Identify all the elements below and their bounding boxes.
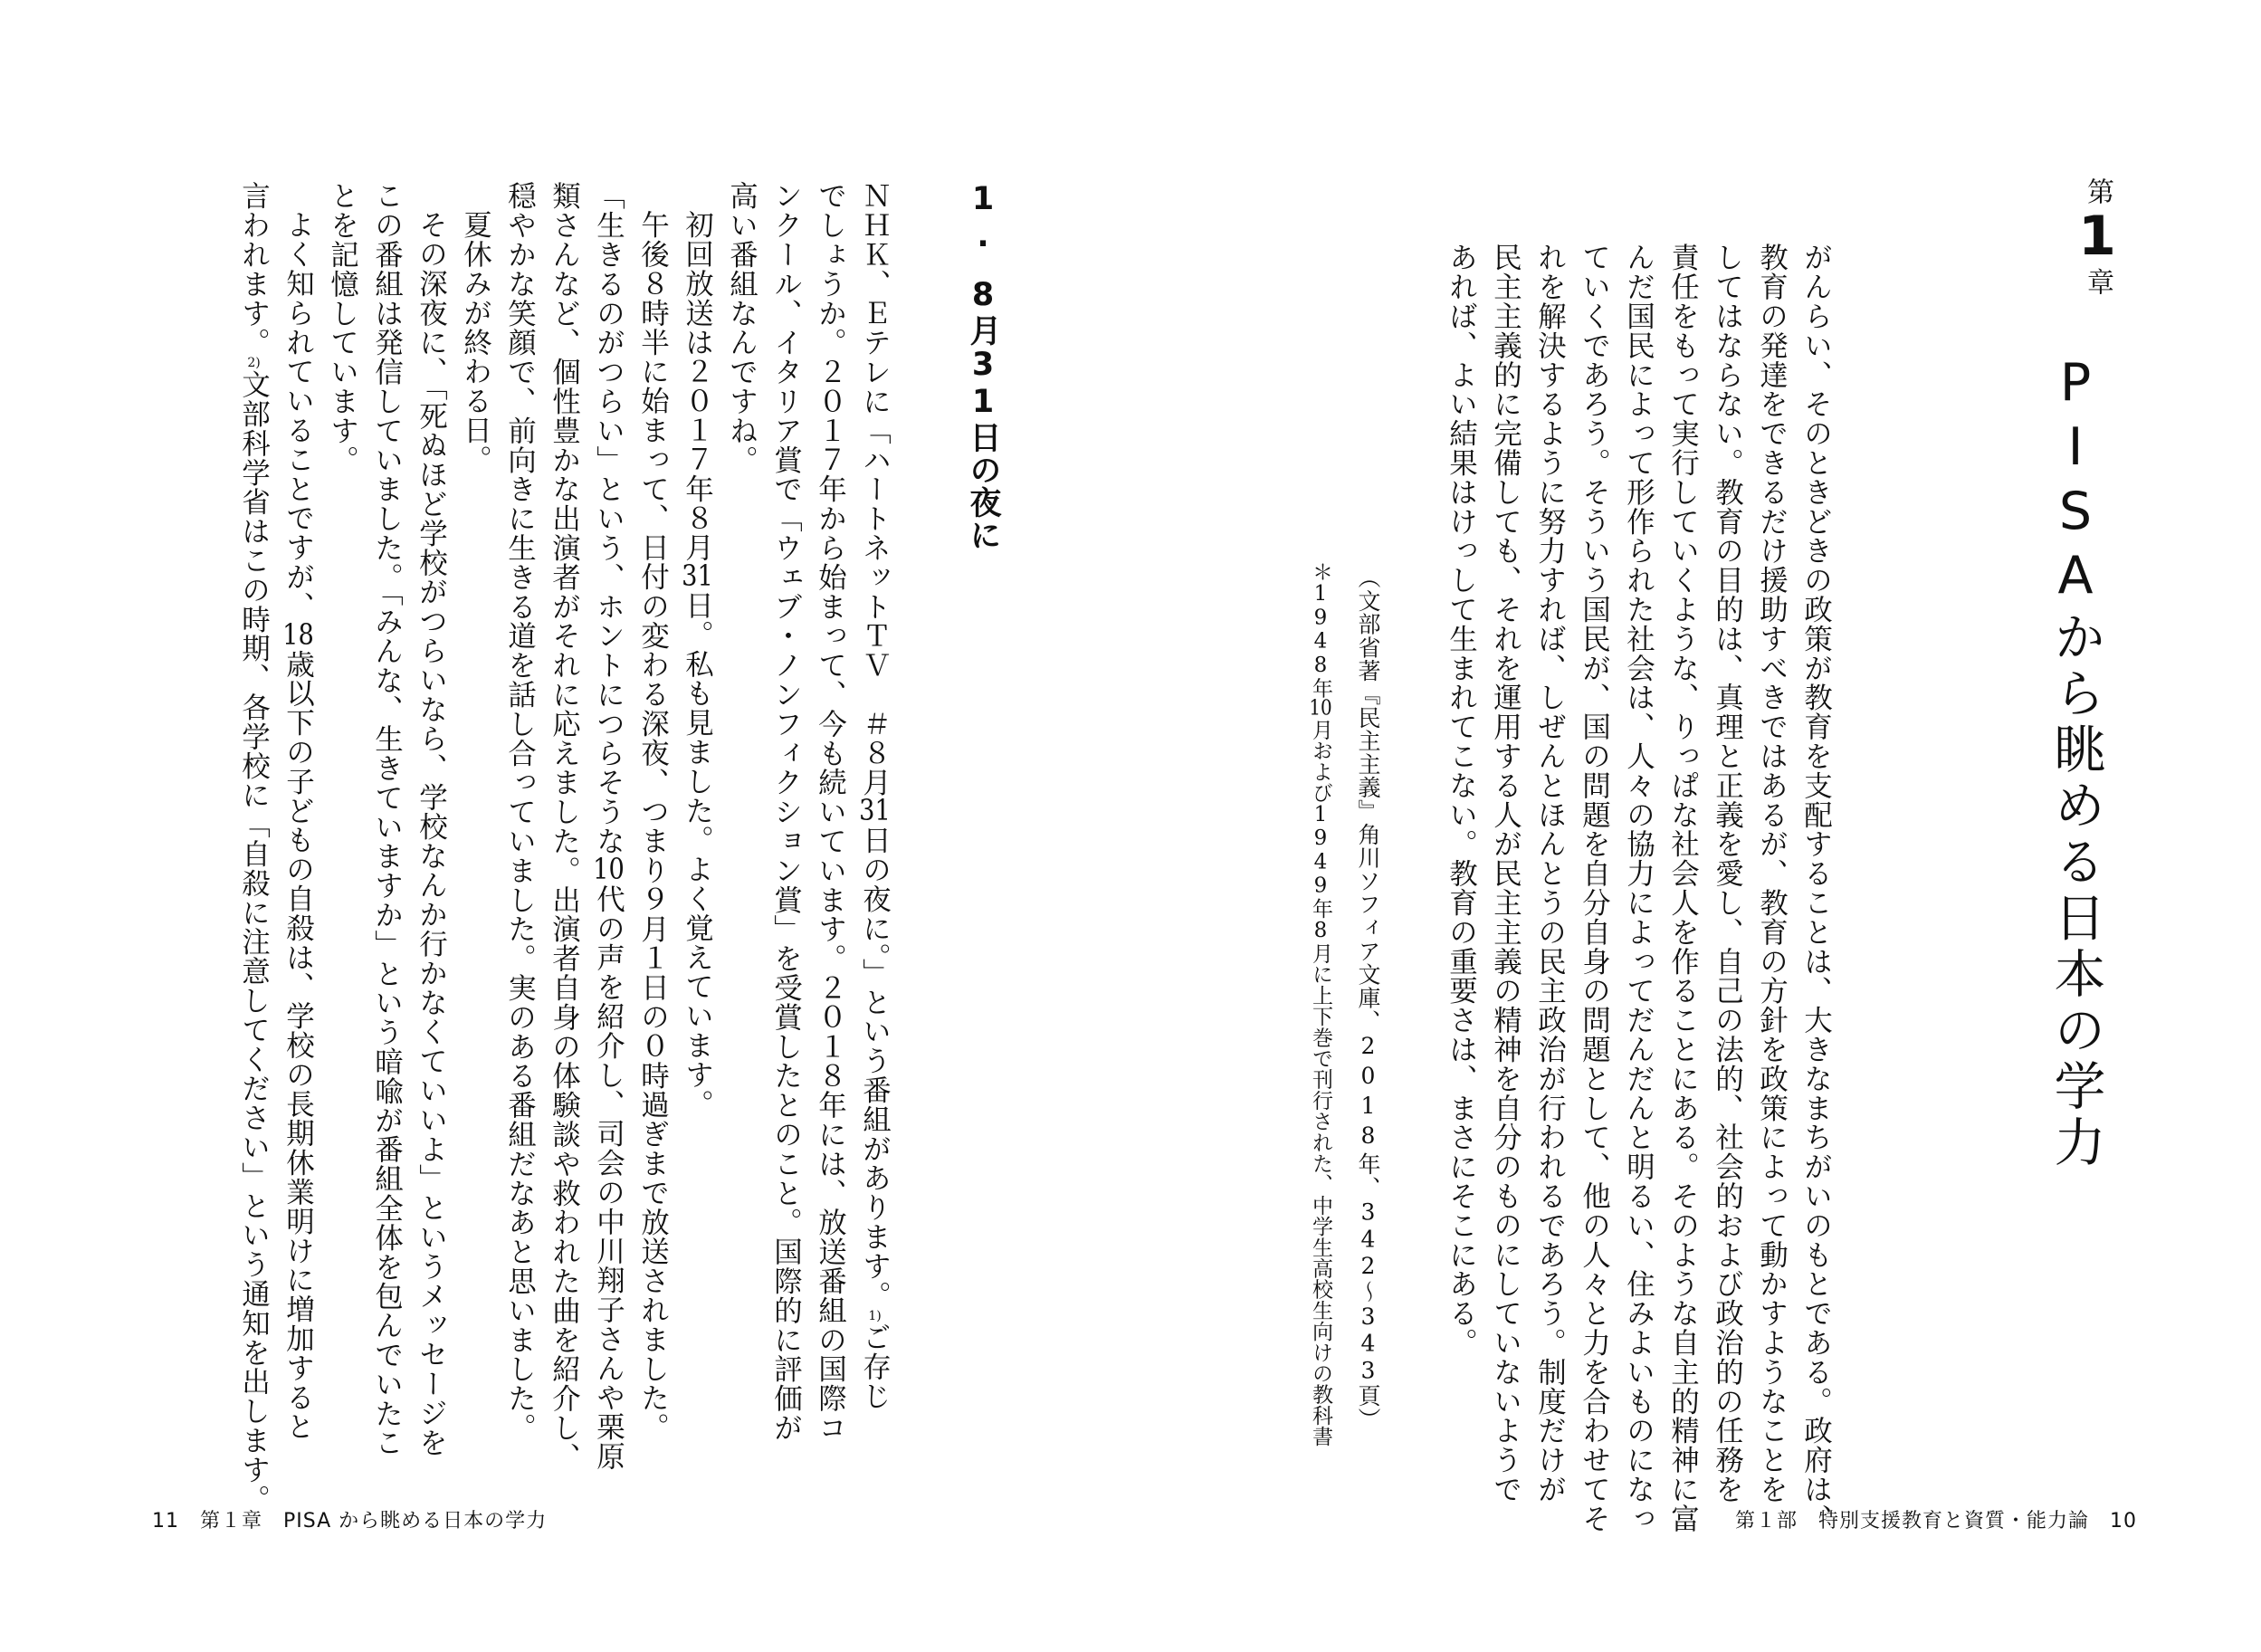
body-line-2: でしょうか。２０１７年から始まって、今も続いています。２０１８年には、放送番組の国際コ: [814, 181, 847, 1443]
quote-line-3: してはならない。教育の目的は、真理と正義を愛し、自己の法的、社会的および政治的の任務を: [1711, 243, 1744, 1504]
body-num: 18: [282, 620, 314, 650]
body-line-11: その深夜に、「死ぬほど学校がつらいなら、学校なんか行かなくていいよ」というメッセージを: [415, 210, 448, 1457]
footnote: [1310, 561, 1331, 1447]
body-line-13: とを記憶しています。: [326, 181, 359, 474]
left-page: [0, 0, 1130, 1652]
section-heading: [965, 181, 1001, 551]
quote-line-4: 責任をもって実行していくような、りっぱな社会人を作ることにある。そのような自主的精神に富: [1666, 243, 1700, 1533]
body-num: 10: [593, 855, 625, 884]
body-text: 文部科学省はこの時期、各学校に「自殺に注意してください」という通知を出します。: [237, 369, 271, 1514]
body-line-14: [281, 210, 315, 1441]
note-text-3: 年: [1309, 897, 1332, 920]
body-line-9: 穏やかな笑顔で、前向きに生きる道を話し合っていました。実のある番組だなあと思いました。: [503, 181, 537, 1443]
body-text: 「生きるのがつらい」という、ホントにつらそうな: [592, 181, 625, 856]
chapter-post: 章: [2082, 268, 2113, 295]
citation-mid: 年、: [1355, 1152, 1381, 1199]
body-line-8: 類さんなど、個性豊かな出演者がそれに応えました。出演者自身の体験談や救われた曲を紹介し、: [548, 181, 581, 1472]
body-line-12: この番組は発信していました。「みんな、生きていますか」という暗喩が番組全体を包んでいたこ: [370, 181, 404, 1457]
body-line-1: [858, 181, 892, 1411]
body-text: ＮＨＫ、Ｅテレに「ハートネットＴＶ ＃８月: [858, 181, 892, 797]
body-text: 日の夜に。」という番組があります。: [858, 825, 892, 1310]
footer-chapter: 第１章 PISA から眺める日本の学力: [200, 1510, 548, 1533]
note-mark: ＊: [1309, 561, 1332, 583]
reference-mark: 2): [247, 357, 261, 370]
right-page: [1130, 0, 2261, 1652]
citation-year: 2018: [1355, 1033, 1381, 1152]
note-month-1: 10: [1309, 698, 1332, 720]
footer-right: [1735, 1505, 2137, 1533]
quote-line-9: あれば、よい結果はけっして生まれてこない。教育の重要さは、まさにそこにある。: [1445, 243, 1478, 1358]
body-text: 初回放送は２０１７年８月: [681, 210, 714, 562]
reference-mark: 1): [868, 1309, 882, 1323]
body-text: 日。私も見ました。よく覚えています。: [681, 590, 714, 1119]
section-title: 8月31日の夜に: [965, 277, 1001, 551]
note-year-1: 1948: [1309, 582, 1332, 678]
quote-line-2: 教育の発達をできるだけ援助すべきではあるが、教育の方針を政策によって動かすようなことを: [1755, 243, 1789, 1504]
quote-line-1: がんらい、そのときどきの政策が教育を支配することは、大きなまちがいのもとである。政府は、: [1799, 243, 1833, 1533]
footer-part: 第１部 特別支援教育と資質・能力論: [1735, 1510, 2090, 1533]
citation-before: （文部省著『民主主義』角川ソフィア文庫、: [1355, 566, 1381, 1033]
note-text-2: 月および: [1309, 719, 1332, 804]
body-text: ご存じ: [858, 1322, 892, 1411]
section-number: 1.: [965, 181, 1001, 255]
body-line-7: [594, 181, 623, 1471]
body-text: 代の声を紹介し、司会の中川翔子さんや栗原: [592, 883, 625, 1471]
body-num: 31: [682, 561, 713, 591]
quote-line-6: ていくであろう。そういう国民が、国の問題を自分自身の問題として、他の人々と力を合わせてそ: [1578, 243, 1611, 1533]
body-text: 言われます。: [237, 181, 271, 358]
quote-line-8: 民主主義的に完備しても、それを運用する人が民主主義の精神を自分のものにしていないようで: [1489, 243, 1522, 1504]
page-number-left: 11: [152, 1510, 179, 1533]
chapter-pre: 第: [2082, 177, 2113, 205]
body-line-3: ンクール、イタリア賞で「ウェブ・ノンフィクション賞」を受賞したとのこと。国際的に評価が: [769, 181, 803, 1443]
note-text-1: 年: [1309, 677, 1332, 699]
body-line-5: [681, 210, 714, 1119]
quote-line-7: れを解決するように努力すれば、しぜんとほんとうの民主政治が行われるであろう。制度だけが: [1533, 243, 1567, 1504]
body-text: 歳以下の子どもの自殺は、学校の長期休業明けに増加すると: [281, 649, 315, 1441]
body-num: 31: [859, 797, 891, 826]
page-number-right: 10: [2110, 1510, 2138, 1533]
body-line-6: 午後８時半に始まって、日付の変わる深夜、つまり９月１日の０時過ぎまで放送されました。: [636, 210, 670, 1442]
body-line-15: [237, 181, 271, 1514]
footer-left: [152, 1505, 547, 1533]
body-line-10: 夏休みが終わる日。: [459, 210, 492, 474]
chapter-num-digit: 1: [2065, 205, 2129, 268]
citation-pages: 342〜343: [1355, 1198, 1381, 1385]
chapter-number: [2065, 177, 2129, 295]
note-text-4: 月に上下巻で刊行された、中学生高校生向けの教科書: [1309, 942, 1332, 1447]
citation: [1357, 566, 1379, 1431]
quote-line-5: んだ国民によって形作られた社会は、人々の協力によってだんだんと明るい、住みよいものになっ: [1622, 243, 1655, 1533]
note-year-2: 1949: [1309, 803, 1332, 898]
body-line-4: 高い番組なんですね。: [725, 181, 758, 474]
body-text: よく知られていることですが、: [281, 210, 315, 621]
note-month-2: 8: [1309, 919, 1332, 943]
citation-after: 頁）: [1355, 1384, 1381, 1431]
chapter-title: PISAから眺める日本の学力: [2046, 353, 2105, 1171]
